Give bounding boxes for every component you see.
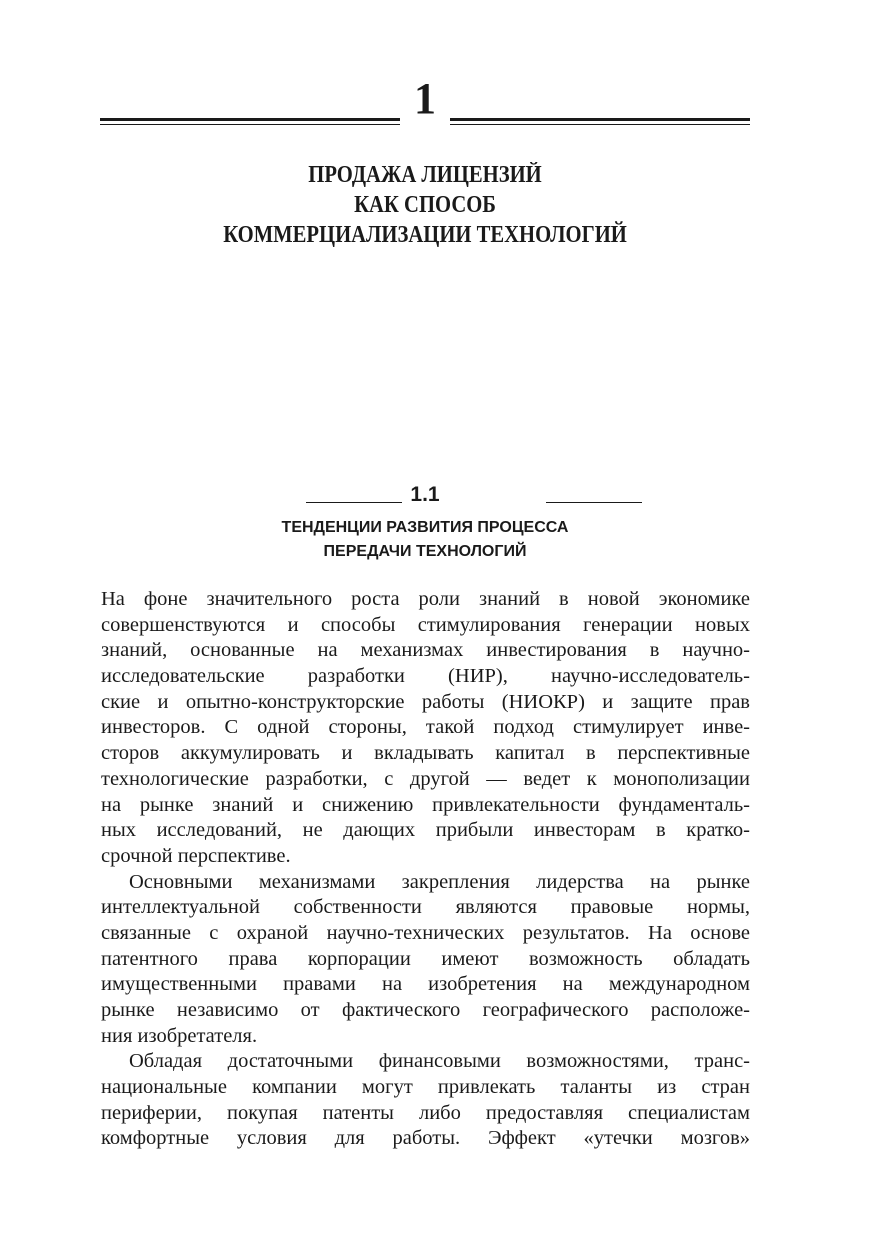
text-line: комфортные условия для работы. Эффект «утечки мозгов» — [101, 1127, 750, 1150]
text-line: совершенствуются и способы стимулирования генерации новых — [101, 613, 750, 636]
paragraph — [101, 870, 750, 1050]
paragraph — [101, 587, 750, 870]
section-title-line: ТЕНДЕНЦИИ РАЗВИТИЯ ПРОЦЕССА — [281, 519, 569, 536]
text-line: патентного права корпорации имеют возможность обладать — [101, 947, 750, 970]
chapter-title-line: КАК СПОСОБ — [354, 192, 496, 218]
section-number: 1.1 — [410, 483, 440, 506]
text-line: ские и опытно-конструкторские работы (НИОКР) и защите прав — [101, 690, 750, 713]
chapter-rule-right — [450, 118, 750, 125]
chapter-title-line: КОММЕРЦИАЛИЗАЦИИ ТЕХНОЛОГИЙ — [223, 222, 627, 248]
text-line: интеллектуальной собственности являются правовые нормы, — [101, 896, 750, 919]
text-line: имущественными правами на изобретения на международном — [101, 973, 750, 996]
text-line: сторов аккумулировать и вкладывать капитал в перспективные — [101, 742, 750, 765]
chapter-title-line: ПРОДАЖА ЛИЦЕНЗИЙ — [308, 162, 542, 188]
text-line: ния изобретателя. — [101, 1024, 258, 1047]
section-rule-left — [306, 502, 402, 503]
chapter-title — [146, 160, 705, 250]
text-line: технологические разработки, с другой — ведет к монополизации — [101, 767, 750, 790]
text-line: связанные с охраной научно-технических результатов. На основе — [101, 921, 750, 944]
text-line: периферии, покупая патенты либо предоставляя специалистам — [101, 1101, 750, 1124]
paragraph — [101, 1049, 750, 1152]
text-line: срочной перспективе. — [101, 844, 291, 867]
text-line: знаний, основанные на механизмах инвестирования в научно- — [101, 639, 750, 662]
section-number-line — [100, 482, 750, 508]
body-text — [101, 587, 750, 1152]
chapter-number: 1 — [414, 74, 436, 123]
section-rule-right — [546, 502, 642, 503]
text-line: национальные компании могут привлекать таланты из стран — [101, 1076, 750, 1099]
text-line: ных исследований, не дающих прибыли инвесторам в кратко- — [101, 819, 750, 842]
text-line: рынке независимо от фактического географического расположе- — [101, 999, 750, 1021]
chapter-header — [100, 74, 750, 128]
section-title-line: ПЕРЕДАЧИ ТЕХНОЛОГИЙ — [323, 543, 527, 560]
text-line: инвесторов. С одной стороны, такой подход стимулирует инве- — [101, 716, 750, 739]
section-title — [100, 516, 750, 564]
text-line: Обладая достаточными финансовыми возможностями, транс- — [129, 1050, 750, 1073]
text-line: На фоне значительного роста роли знаний в новой экономике — [101, 588, 750, 610]
text-line: на рынке знаний и снижению привлекательности фундаменталь- — [101, 793, 750, 816]
text-line: Основными механизмами закрепления лидерства на рынке — [129, 870, 750, 893]
text-line: исследовательские разработки (НИР), научно-исследователь- — [101, 665, 750, 688]
section-header — [100, 482, 750, 564]
chapter-rule-left — [100, 118, 400, 125]
